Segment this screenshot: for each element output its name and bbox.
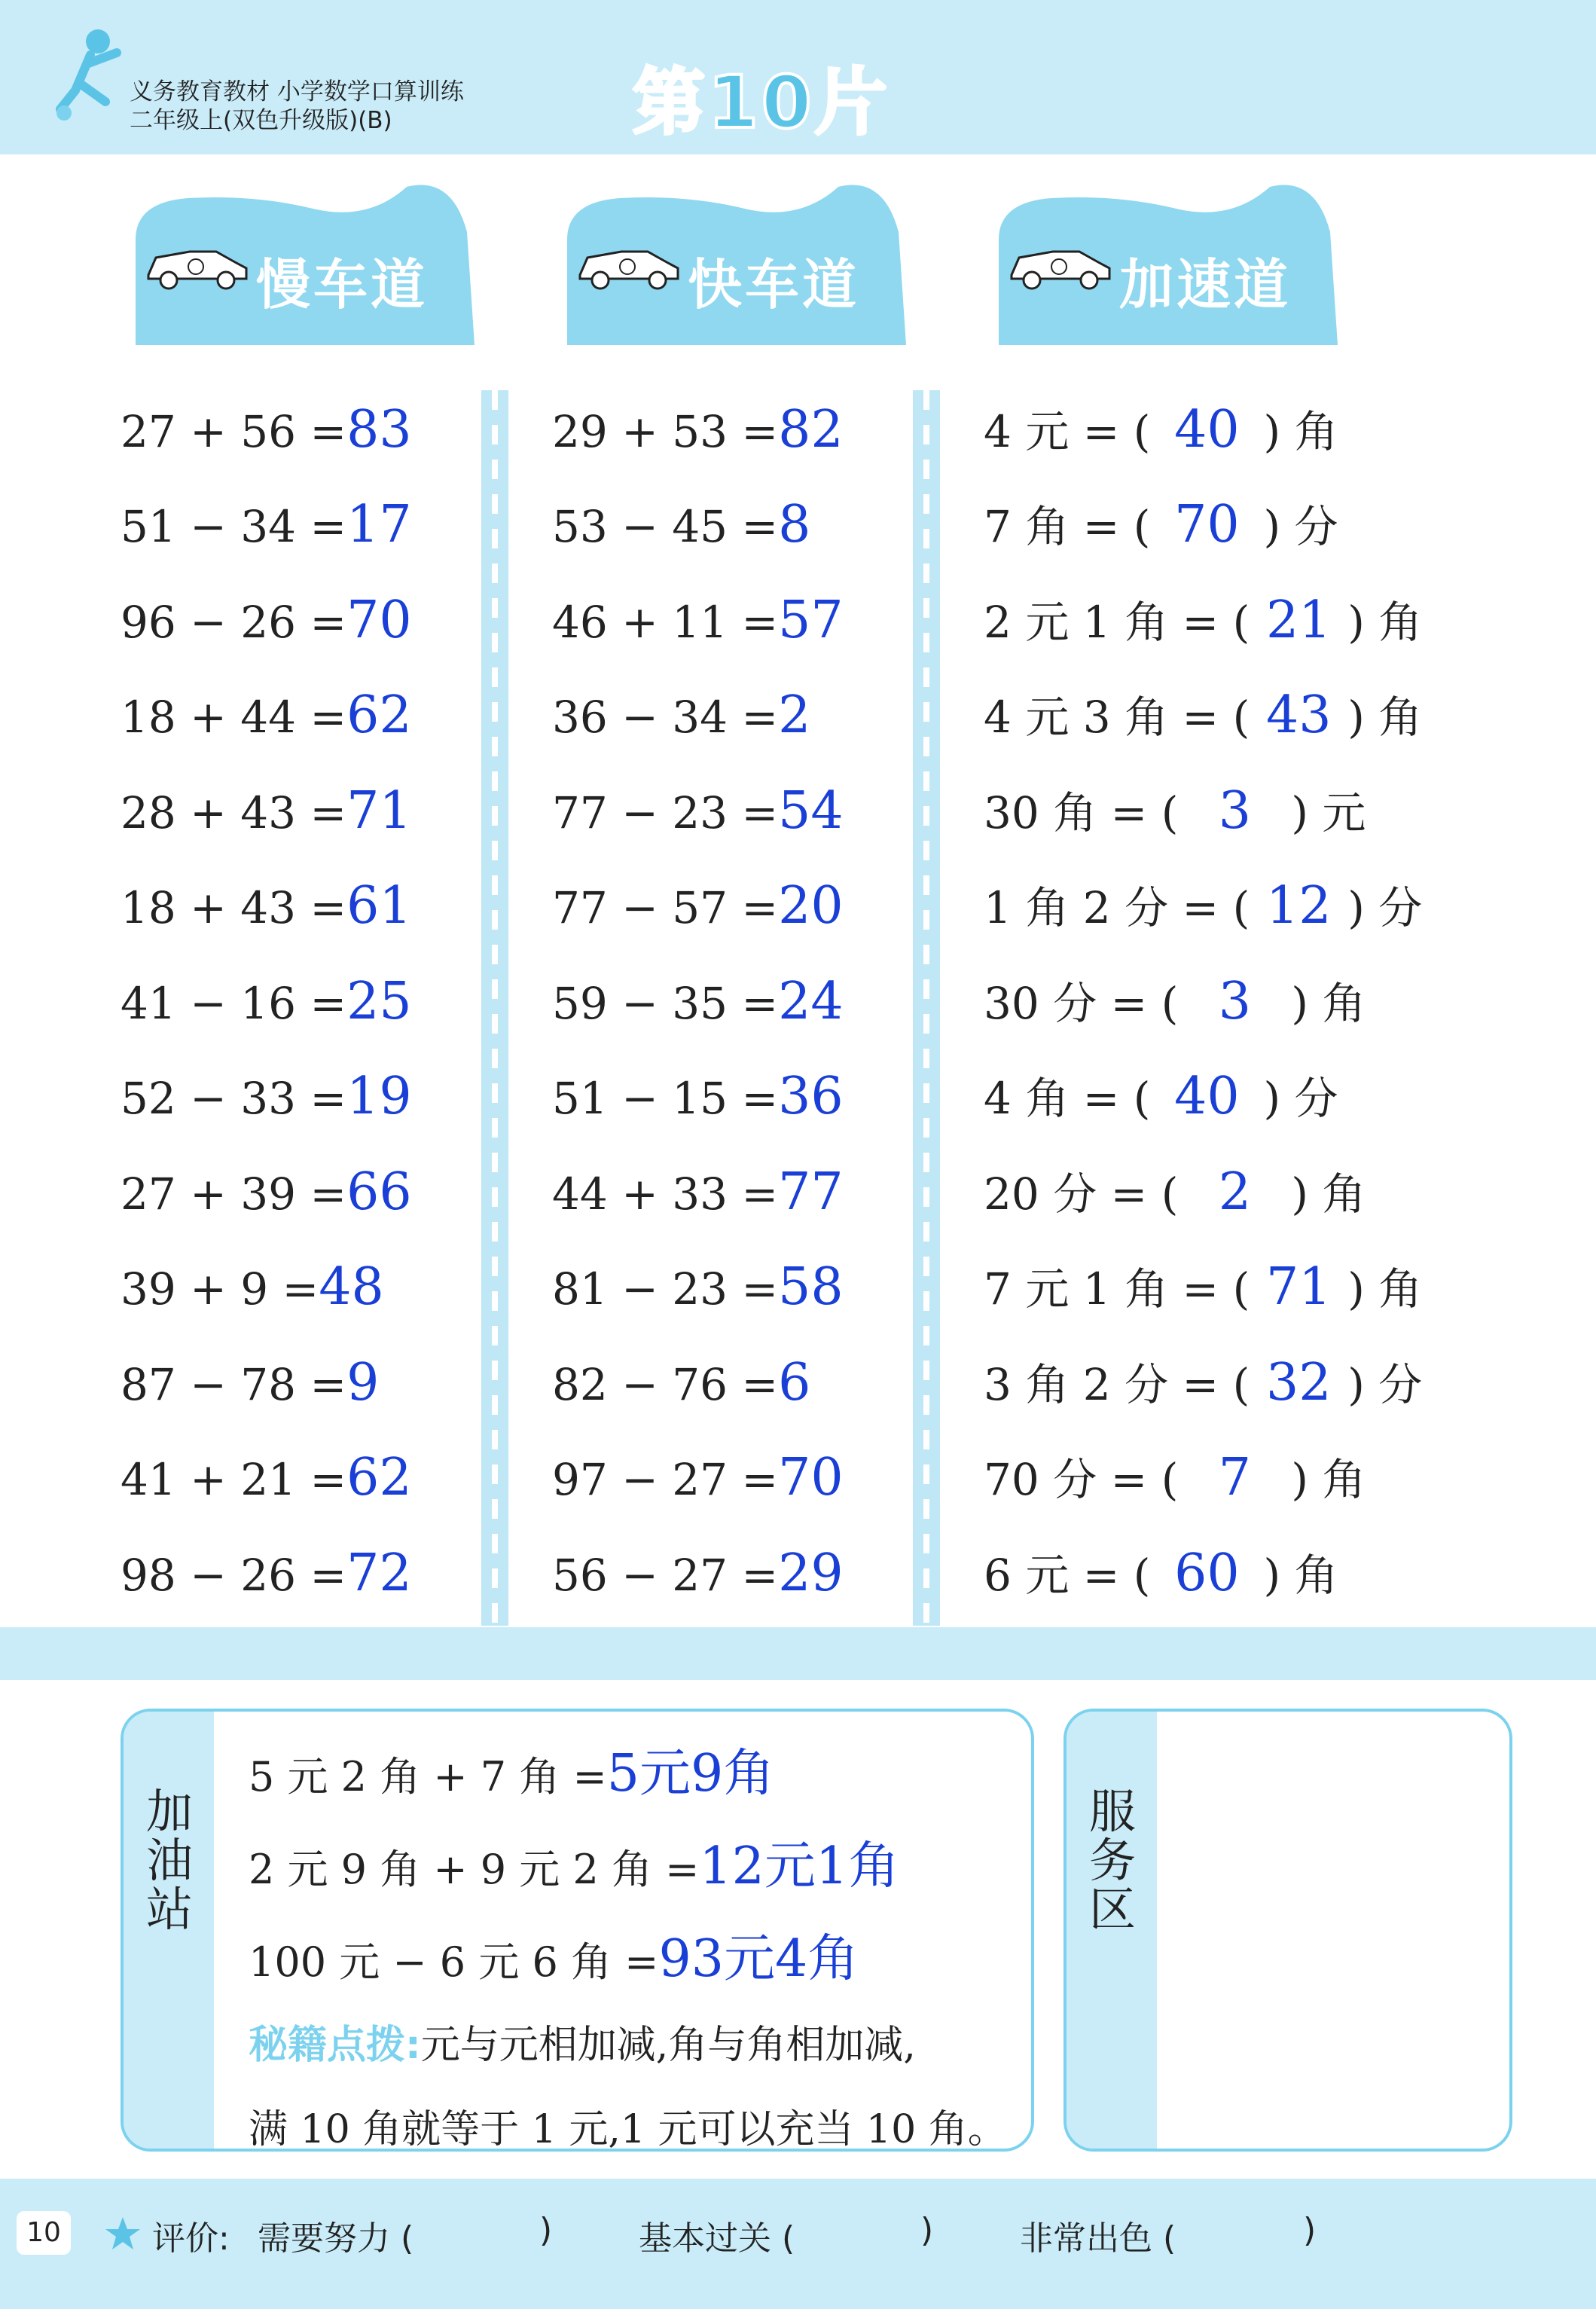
- problem-unit: ) 分: [1263, 1073, 1338, 1124]
- problem-question: 81 − 23 =: [552, 1263, 779, 1315]
- problem-question: 4 元 = (: [984, 406, 1151, 457]
- fuel-station-title: 加油站: [145, 1784, 193, 1938]
- problem-question: 1 角 2 分 = (: [984, 882, 1250, 933]
- problem-row: [121, 1448, 412, 1507]
- problem-answer[interactable]: 24: [778, 972, 844, 1031]
- book-grade-edition: 二年级上(双色升级版)(B): [130, 107, 392, 134]
- tip-text: 满 10 角就等于 1 元,1 元可以充当 10 角。: [249, 2107, 1007, 2152]
- problem-row: [121, 1257, 384, 1317]
- problem-question: 20 分 = (: [984, 1168, 1179, 1220]
- problem-answer[interactable]: 62: [346, 1448, 412, 1507]
- problem-row: [121, 972, 412, 1031]
- tip-label: 秘籍点拨:: [249, 2023, 421, 2068]
- problem-question: 52 − 33 =: [121, 1073, 347, 1124]
- problem-row: [552, 1257, 844, 1317]
- page-title: 第10片: [633, 60, 890, 145]
- problem-row: [552, 686, 811, 745]
- problem-row: [121, 1067, 412, 1126]
- problem-answer[interactable]: 82: [778, 400, 844, 460]
- problem-question: 28 + 43 =: [121, 787, 347, 838]
- fuel-problem: [249, 1825, 899, 1898]
- problem-row: [121, 876, 412, 936]
- problem-row: [552, 1448, 844, 1507]
- problem-answer[interactable]: 71: [346, 781, 412, 841]
- problem-answer[interactable]: 2: [1218, 1162, 1251, 1222]
- tip-line: [249, 2097, 1007, 2154]
- problem-answer[interactable]: 77: [778, 1162, 844, 1222]
- service-area-title: 服务区: [1088, 1784, 1136, 1938]
- problem-question: 56 − 27 =: [552, 1550, 779, 1601]
- problem-answer[interactable]: 7: [1218, 1448, 1251, 1507]
- problem-answer[interactable]: 25: [346, 972, 412, 1031]
- problem-row: [984, 876, 1423, 936]
- fuel-question: 2 元 9 角 + 9 元 2 角 =: [249, 1846, 700, 1893]
- problem-answer[interactable]: 70: [346, 591, 412, 650]
- problem-answer[interactable]: 32: [1265, 1353, 1332, 1413]
- problem-answer[interactable]: 66: [346, 1162, 412, 1222]
- fuel-problem: [249, 1733, 774, 1806]
- problem-answer[interactable]: 29: [778, 1544, 844, 1603]
- problem-question: 2 元 1 角 = (: [984, 597, 1250, 648]
- problem-answer[interactable]: 71: [1265, 1257, 1332, 1317]
- slow-lane-banner: [121, 172, 478, 345]
- problem-answer[interactable]: 36: [778, 1067, 844, 1126]
- section-band: [0, 1627, 1596, 1680]
- problem-unit: ) 角: [1291, 1168, 1366, 1220]
- problem-unit: ) 角: [1263, 1550, 1338, 1601]
- divider-dashes: [923, 390, 929, 1626]
- tip-line: [249, 2013, 916, 2069]
- problem-answer[interactable]: 83: [346, 400, 412, 460]
- problem-row: [984, 495, 1338, 554]
- problem-question: 44 + 33 =: [552, 1168, 779, 1220]
- problem-question: 4 元 3 角 = (: [984, 692, 1250, 743]
- problem-question: 6 元 = (: [984, 1550, 1151, 1601]
- problem-answer[interactable]: 60: [1174, 1544, 1240, 1603]
- problem-answer[interactable]: 70: [778, 1448, 844, 1507]
- problem-row: [121, 591, 412, 650]
- problem-answer[interactable]: 40: [1174, 400, 1240, 460]
- problem-question: 82 − 76 =: [552, 1359, 779, 1410]
- fast-lane-banner: [552, 172, 910, 345]
- fuel-question: 5 元 2 角 + 7 角 =: [249, 1753, 607, 1800]
- problem-question: 51 − 34 =: [121, 501, 347, 552]
- problem-row: [984, 972, 1366, 1031]
- problem-answer[interactable]: 19: [346, 1067, 412, 1126]
- problem-answer[interactable]: 62: [346, 686, 412, 745]
- problem-question: 77 − 57 =: [552, 882, 779, 933]
- problem-row: [552, 876, 844, 936]
- problem-answer[interactable]: 40: [1174, 1067, 1240, 1126]
- problem-unit: ) 角: [1291, 1454, 1366, 1505]
- eval-close-paren: ): [1303, 2211, 1317, 2249]
- problem-question: 18 + 43 =: [121, 882, 347, 933]
- fuel-answer[interactable]: 5元9角: [606, 1744, 775, 1804]
- divider-dashes: [492, 390, 498, 1626]
- problem-answer[interactable]: 20: [778, 876, 844, 936]
- tip-text: 元与元相加减,角与角相加减,: [420, 2023, 916, 2068]
- problem-row: [552, 1162, 844, 1222]
- problem-row: [984, 781, 1366, 841]
- problem-row: [984, 1353, 1423, 1413]
- problem-answer[interactable]: 3: [1218, 781, 1251, 841]
- problem-unit: ) 角: [1347, 1263, 1423, 1315]
- problem-answer[interactable]: 9: [346, 1353, 380, 1413]
- problem-row: [552, 1544, 844, 1603]
- fuel-answer[interactable]: 12元1角: [699, 1837, 900, 1896]
- problem-question: 30 角 = (: [984, 787, 1179, 838]
- star-icon: [104, 2215, 142, 2252]
- page-footer: [0, 2179, 1596, 2309]
- problem-question: 39 + 9 =: [121, 1263, 319, 1315]
- problem-answer[interactable]: 12: [1265, 876, 1332, 936]
- problem-row: [984, 591, 1423, 650]
- problem-question: 29 + 53 =: [552, 406, 779, 457]
- divider-edge: [911, 390, 913, 1626]
- problem-row: [552, 1353, 811, 1413]
- problem-row: [121, 400, 412, 460]
- problem-row: [121, 1162, 412, 1222]
- problem-question: 41 − 16 =: [121, 978, 347, 1029]
- problem-unit: ) 分: [1347, 882, 1423, 933]
- problem-question: 77 − 23 =: [552, 787, 779, 838]
- road-divider: [911, 390, 942, 1626]
- problem-row: [984, 400, 1338, 460]
- problem-question: 36 − 34 =: [552, 692, 779, 743]
- eval-close-paren: ): [920, 2211, 934, 2249]
- speed-lane-banner: [984, 172, 1341, 345]
- problem-row: [984, 1544, 1338, 1603]
- race-car-icon: [145, 241, 250, 291]
- problem-question: 51 − 15 =: [552, 1073, 779, 1124]
- problem-answer[interactable]: 8: [778, 495, 811, 554]
- fuel-answer[interactable]: 93元4角: [658, 1929, 859, 1989]
- problem-row: [984, 1257, 1423, 1317]
- book-series-title: 义务教育教材 小学数学口算训练: [130, 78, 464, 105]
- problem-row: [984, 1448, 1366, 1507]
- problem-question: 53 − 45 =: [552, 501, 779, 552]
- problem-question: 70 分 = (: [984, 1454, 1179, 1505]
- problem-question: 27 + 39 =: [121, 1168, 347, 1220]
- problem-question: 18 + 44 =: [121, 692, 347, 743]
- problem-answer[interactable]: 57: [778, 591, 844, 650]
- problem-row: [121, 495, 412, 554]
- problem-answer[interactable]: 3: [1218, 972, 1251, 1031]
- problem-unit: ) 角: [1291, 978, 1366, 1029]
- problem-row: [552, 400, 844, 460]
- eval-needs-effort: 需要努力 (: [258, 2219, 414, 2258]
- problem-row: [984, 686, 1423, 745]
- speed-lane-title: 加速道: [1119, 253, 1292, 316]
- problem-question: 27 + 56 =: [121, 406, 347, 457]
- problem-question: 30 分 = (: [984, 978, 1179, 1029]
- problem-row: [552, 1067, 844, 1126]
- problem-answer[interactable]: 54: [778, 781, 844, 841]
- problem-question: 87 − 78 =: [121, 1359, 347, 1410]
- problem-row: [121, 1353, 380, 1413]
- problem-unit: ) 角: [1347, 597, 1423, 648]
- problem-unit: ) 元: [1291, 787, 1366, 838]
- problem-question: 7 角 = (: [984, 501, 1151, 552]
- problem-answer[interactable]: 17: [346, 495, 412, 554]
- fuel-problem: [249, 1918, 859, 1991]
- problem-row: [984, 1067, 1338, 1126]
- problem-question: 7 元 1 角 = (: [984, 1263, 1250, 1315]
- problem-row: [552, 972, 844, 1031]
- problem-row: [121, 686, 412, 745]
- problem-question: 97 − 27 =: [552, 1454, 779, 1505]
- divider-edge: [479, 390, 481, 1626]
- eval-excellent: 非常出色 (: [1020, 2219, 1176, 2258]
- divider-edge: [508, 390, 511, 1626]
- runner-logo-icon: [45, 19, 136, 124]
- problem-unit: ) 分: [1263, 501, 1338, 552]
- problem-answer[interactable]: 61: [346, 876, 412, 936]
- problem-answer[interactable]: 2: [778, 686, 811, 745]
- problem-answer[interactable]: 72: [346, 1544, 412, 1603]
- problem-unit: ) 分: [1347, 1359, 1423, 1410]
- problem-row: [121, 1544, 412, 1603]
- eval-basic-pass: 基本过关 (: [639, 2219, 795, 2258]
- problem-unit: ) 角: [1347, 692, 1423, 743]
- problem-answer[interactable]: 6: [778, 1353, 811, 1413]
- problem-unit: ) 角: [1263, 406, 1338, 457]
- problem-answer[interactable]: 70: [1174, 495, 1240, 554]
- problem-question: 96 − 26 =: [121, 597, 347, 648]
- divider-edge: [940, 390, 942, 1626]
- problem-row: [984, 1162, 1366, 1222]
- page-number: 10: [17, 2211, 71, 2255]
- problem-question: 98 − 26 =: [121, 1550, 347, 1601]
- road-divider: [479, 390, 511, 1626]
- problem-question: 41 + 21 =: [121, 1454, 347, 1505]
- problem-answer[interactable]: 21: [1265, 591, 1332, 650]
- eval-label: 评价:: [152, 2219, 230, 2258]
- problem-row: [552, 495, 811, 554]
- problem-row: [552, 591, 844, 650]
- problem-question: 59 − 35 =: [552, 978, 779, 1029]
- race-car-icon: [1008, 241, 1113, 291]
- problem-answer[interactable]: 58: [778, 1257, 844, 1317]
- problem-question: 3 角 2 分 = (: [984, 1359, 1250, 1410]
- problem-question: 46 + 11 =: [552, 597, 779, 648]
- problem-answer[interactable]: 48: [319, 1257, 384, 1317]
- eval-close-paren: ): [539, 2211, 553, 2249]
- fuel-question: 100 元 − 6 元 6 角 =: [249, 1938, 659, 1986]
- service-area-box: [1063, 1709, 1512, 2152]
- fast-lane-title: 快车道: [688, 253, 860, 316]
- problem-answer[interactable]: 43: [1265, 686, 1332, 745]
- problem-row: [552, 781, 844, 841]
- race-car-icon: [576, 241, 682, 291]
- problem-question: 4 角 = (: [984, 1073, 1151, 1124]
- slow-lane-title: 慢车道: [256, 253, 429, 316]
- problem-row: [121, 781, 412, 841]
